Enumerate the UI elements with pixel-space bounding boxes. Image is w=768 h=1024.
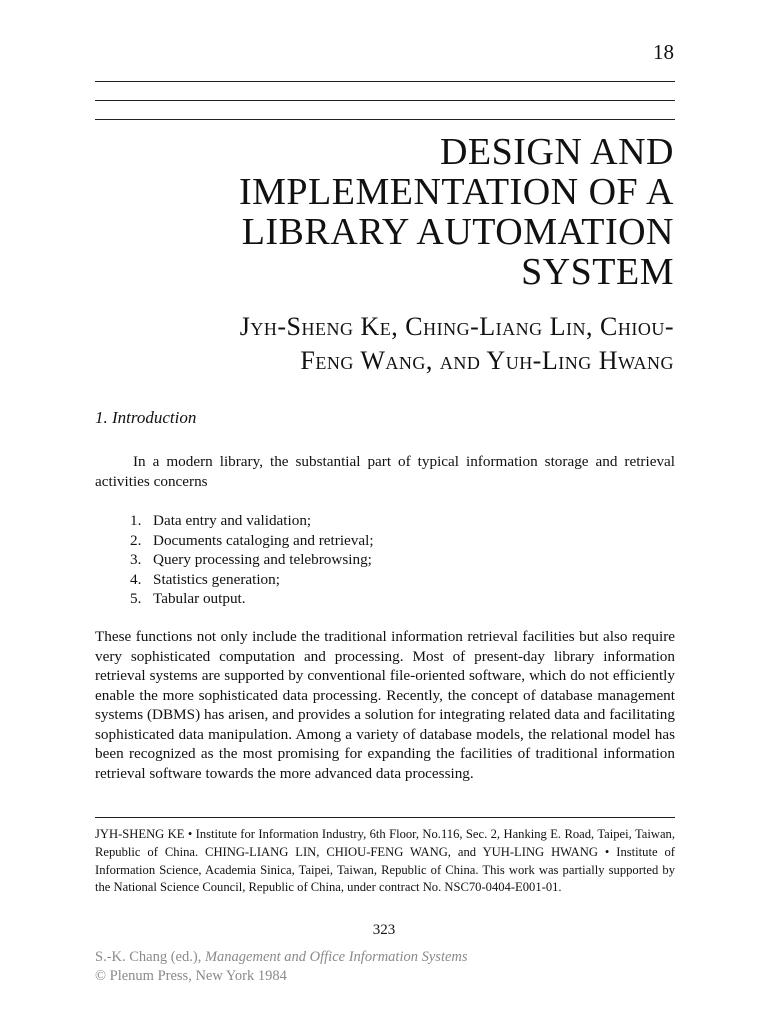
author-line: Feng Wang, and Yuh-Ling Hwang bbox=[300, 346, 674, 375]
credit-editor: S.-K. Chang (ed.), bbox=[95, 949, 205, 965]
list-item: 4. Statistics generation; bbox=[130, 570, 280, 588]
author-list bbox=[74, 310, 674, 378]
title-line: IMPLEMENTATION OF A bbox=[238, 171, 674, 213]
list-item: 1. Data entry and validation; bbox=[130, 512, 312, 529]
credit-book-title: Management and Office Information Systems bbox=[204, 949, 468, 965]
chapter-title bbox=[114, 132, 674, 292]
author-affiliations-footnote: JYH-SHENG KE • Institute for Information Industry, 6th Floor, No.116, Sec. 2, Hanking E. Road, Taipei, Taiwan, Republic of China. CHING-LIANG LIN, CHIOU-FENG WANG, and YUH-LING HWANG • Institute of Information Science, Academia Sinica, Taipei, Taiwan, Republic of China. This work was partially supported by the National Science Council, Republic of China, under contract No. NSC70-0404-E001-01. bbox=[95, 827, 675, 895]
author-line: Jyh-Sheng Ke, Ching-Liang Lin, Chiou- bbox=[239, 312, 674, 341]
body-paragraph: These functions not only include the traditional information retrieval facilities but also require very sophisticated computation and processing. Most of present-day library information retrieval systems are supported by conventional file-oriented software, which do not efficiently enable the more sophisticated data processing. Recently, the concept of database management systems (DBMS) has arisen, and provides a solution for integrating related data and facilitating sophisticated data manipulation. Among a variety of database models, the relational model has been recognized as the most promising for expanding the facilities of traditional information retrieval software towards the more advanced data processing. bbox=[95, 628, 675, 782]
chapter-number: 18 bbox=[653, 40, 674, 64]
section-heading: 1. Introduction bbox=[95, 408, 197, 427]
title-line: LIBRARY AUTOMATION bbox=[241, 211, 674, 253]
title-line: DESIGN AND bbox=[439, 131, 674, 173]
activity-list bbox=[130, 511, 374, 609]
intro-paragraph: In a modern library, the substantial part of typical information storage and retrieval activities concerns bbox=[95, 453, 675, 490]
publisher-credit: © Plenum Press, New York 1984 bbox=[95, 968, 287, 984]
list-item: 5. Tabular output. bbox=[130, 590, 246, 607]
book-credit bbox=[95, 949, 468, 966]
list-item: 2. Documents cataloging and retrieval; bbox=[130, 531, 374, 549]
title-line: SYSTEM bbox=[521, 251, 674, 293]
footnote-rule bbox=[95, 817, 675, 818]
page-number: 323 bbox=[372, 922, 396, 938]
top-rule-1 bbox=[95, 81, 675, 82]
top-rule-2 bbox=[95, 100, 675, 101]
top-rule-3 bbox=[95, 119, 675, 120]
list-item: 3. Query processing and telebrowsing; bbox=[130, 551, 372, 568]
